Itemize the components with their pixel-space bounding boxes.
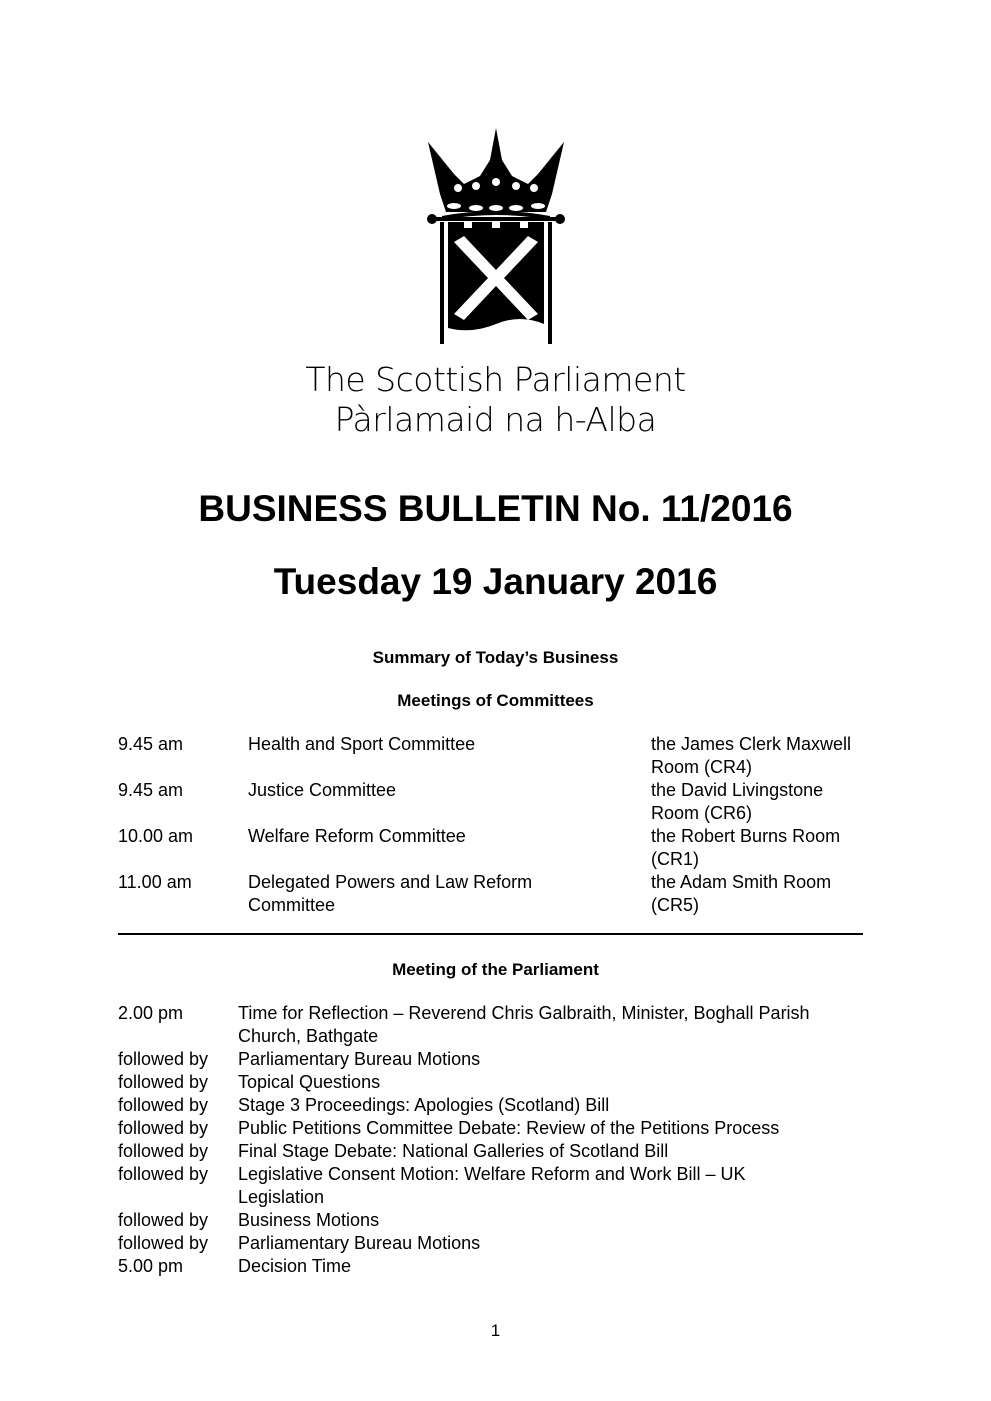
committee-name: Welfare Reform Committee <box>248 826 466 846</box>
committee-meetings-table <box>118 733 863 917</box>
committee-name: Delegated Powers and Law Reform Committee <box>248 872 533 915</box>
meeting-room: the David Livingstone Room (CR6) <box>651 780 824 823</box>
business-item <box>118 1002 863 1048</box>
item-time: followed by <box>118 1095 209 1115</box>
item-description: Topical Questions <box>238 1072 381 1092</box>
meeting-time: 11.00 am <box>118 872 192 892</box>
business-item <box>118 1209 863 1232</box>
item-time: followed by <box>118 1164 209 1184</box>
item-time: followed by <box>118 1049 209 1069</box>
business-item <box>118 1232 863 1255</box>
committee-row <box>118 871 863 917</box>
committee-name: Justice Committee <box>248 780 397 800</box>
parliament-business-list <box>118 1002 863 1278</box>
item-description: Parliamentary Bureau Motions <box>238 1049 481 1069</box>
item-time: 2.00 pm <box>118 1003 184 1023</box>
business-item <box>118 1140 863 1163</box>
org-name-english: The Scottish Parliament <box>305 360 686 399</box>
meeting-time: 10.00 am <box>118 826 194 846</box>
item-description: Business Motions <box>238 1210 380 1230</box>
meeting-time: 9.45 am <box>118 734 184 754</box>
business-item <box>118 1094 863 1117</box>
business-item <box>118 1255 863 1278</box>
item-description: Decision Time <box>238 1256 352 1276</box>
item-time: followed by <box>118 1233 209 1253</box>
scottish-parliament-crest-icon <box>424 124 568 346</box>
business-item <box>118 1071 863 1094</box>
section-divider <box>118 933 863 935</box>
committee-row <box>118 825 863 871</box>
item-time: 5.00 pm <box>118 1256 184 1276</box>
item-time: followed by <box>118 1072 209 1092</box>
org-name-gaelic: Pàrlamaid na h-Alba <box>334 400 657 439</box>
item-description: Public Petitions Committee Debate: Review of the Petitions Process <box>238 1118 780 1138</box>
item-description: Final Stage Debate: National Galleries of Scotland Bill <box>238 1141 669 1161</box>
business-item <box>118 1048 863 1071</box>
parliament-heading: Meeting of the Parliament <box>392 960 599 979</box>
meeting-room: the Robert Burns Room (CR1) <box>651 826 841 869</box>
page-number: 1 <box>490 1321 501 1340</box>
committee-name: Health and Sport Committee <box>248 734 476 754</box>
meeting-room: the Adam Smith Room (CR5) <box>651 872 832 915</box>
item-description: Legislative Consent Motion: Welfare Reform and Work Bill – UK Legislation <box>238 1164 746 1207</box>
item-description: Parliamentary Bureau Motions <box>238 1233 481 1253</box>
item-time: followed by <box>118 1141 209 1161</box>
committee-row <box>118 733 863 779</box>
item-description: Time for Reflection – Reverend Chris Galbraith, Minister, Boghall Parish Church, Bathgate <box>238 1003 810 1046</box>
business-item <box>118 1117 863 1140</box>
meeting-room: the James Clerk Maxwell Room (CR4) <box>651 734 852 777</box>
summary-heading: Summary of Today’s Business <box>372 648 619 667</box>
committees-heading: Meetings of Committees <box>397 691 594 710</box>
item-time: followed by <box>118 1118 209 1138</box>
committee-row <box>118 779 863 825</box>
bulletin-title: BUSINESS BULLETIN No. 11/2016 <box>198 488 793 529</box>
business-item <box>118 1163 863 1209</box>
bulletin-date: Tuesday 19 January 2016 <box>273 561 718 602</box>
item-time: followed by <box>118 1210 209 1230</box>
item-description: Stage 3 Proceedings: Apologies (Scotland) Bill <box>238 1095 610 1115</box>
meeting-time: 9.45 am <box>118 780 184 800</box>
